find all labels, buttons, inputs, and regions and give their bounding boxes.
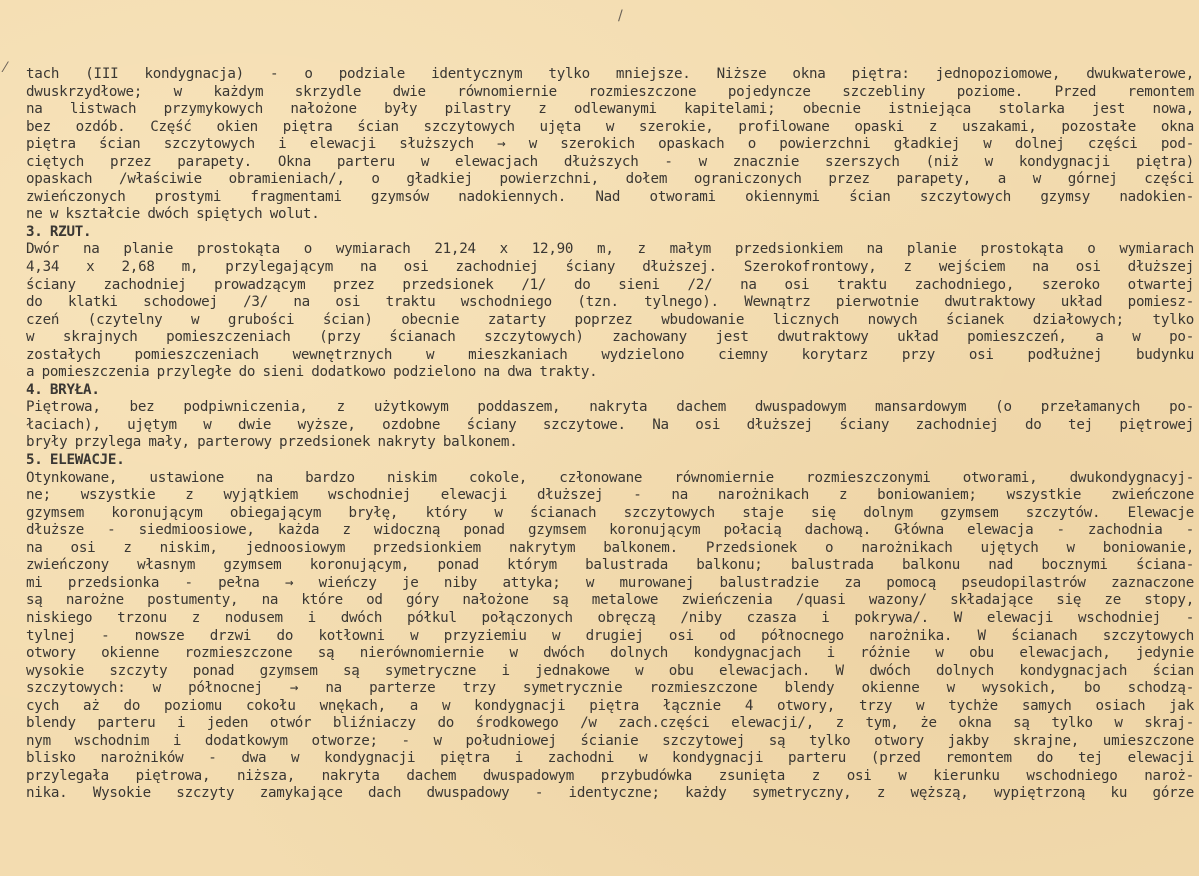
text-line	[26, 803, 1194, 821]
margin-tick-mark: ⁄	[4, 60, 7, 76]
text-line: Dwór na planie prostokąta o wymiarach 21,24 x 12,90 m, z małym przedsionkiem na planie prostokąta o wymiarach	[26, 241, 1194, 258]
text-line: opaskach /właściwie obramieniach/, o gładkiej powierzchni, dołem ograniczonych przez parapety, a w górnej części	[26, 171, 1194, 188]
text-line: gzymsem koronującym obiegającym bryłę, który w ścianach szczytowych staje się dolnym gzymsem szczytów. Elewacje	[26, 504, 1194, 521]
text-line: na listwach przymykowych nałożone były pilastry z odlewanymi kapitelami; obecnie istniejąca stolarka jest nowa,	[26, 101, 1194, 118]
text-line: nym wschodnim i dodatkowym otworze; - w południowej ścianie szczytowej są tylko otwory jakby skrajne, umieszczone	[26, 732, 1194, 749]
text-line: zwieńczony własnym gzymsem koronującym, ponad którym balustrada balkonu; balustrada balkonu nad bocznymi ściana-	[26, 557, 1194, 574]
text-line: w skrajnych pomieszczeniach (przy ścianach szczytowych) zachowany jest dwutraktowy układ pomieszczeń, a w po-	[26, 329, 1194, 346]
text-line: przylegała piętrowa, niższa, nakryta dachem dwuspadowym przybudówka zsunięta z osi w kierunku wschodniego naroż-	[26, 767, 1194, 784]
text-line: tach (III kondygnacja) - o podziale identycznym tylko mniejsze. Niższe okna piętra: jednopoziomowe, dwukwaterowe,	[26, 66, 1194, 82]
text-line: zostałych pomieszczeniach wewnętrznych w mieszkaniach wydzielono ciemny korytarz przy osi podłużnej budynku	[26, 346, 1194, 363]
text-line: ne w kształcie dwóch spiętych wolut.	[26, 206, 320, 223]
text-line: zwieńczonych prostymi fragmentami gzymsów nadokiennych. Nad otworami okiennymi ścian szczytowych gzymsy nadokien-	[26, 188, 1194, 205]
text-line: cych aż do poziomu cokołu wnękach, a w kondygnacji piętra łącznie 4 otwory, trzy w tychże samych osiach jak	[26, 697, 1194, 714]
text-line: bryły przylega mały, parterowy przedsionek nakryty balkonem.	[26, 434, 518, 451]
text-line: blisko narożników - dwa w kondygnacji piętra i zachodni w kondygnacji parteru (przed remontem do tej elewacji	[26, 750, 1194, 767]
text-line: ciętych przez parapety. Okna parteru w elewacjach dłuższych - w znacznie szerszych (niż w kondygnacji piętra)	[26, 153, 1194, 170]
text-line: ściany zachodniej prowadzącym przez przedsionek /1/ do sieni /2/ na osi traktu zachodniego, szeroko otwartej	[26, 276, 1194, 293]
text-line: mi przedsionka - pełna → wieńczy je niby attyka; w murowanej balustradzie za pomocą pseudopilastrów zaznaczone	[26, 574, 1194, 591]
text-line: piętra ścian szczytowych i elewacji służszych → w szerokich opaskach o powierzchni gładkiej w dolnej części pod-	[26, 136, 1194, 153]
text-line: łaciach), ujętym w dwie wyższe, ozdobne ściany szczytowe. Na osi dłuższej ściany zachodniej do tej piętrowej	[26, 416, 1194, 433]
text-line: Otynkowane, ustawione na bardzo niskim cokole, członowane równomiernie rozmieszczonymi otworami, dwukondygnacyj-	[26, 469, 1194, 486]
text-line: bez ozdób. Część okien piętra ścian szczytowych ujęta w szerokie, profilowane opaski z uszakami, pozostałe okna	[26, 118, 1194, 135]
text-line: nika. Wysokie szczyty zamykające dach dwuspadowy - identyczne; każdy symetryczny, z węższą, wypiętrzoną ku górze	[26, 785, 1194, 802]
text-line: dwuskrzydłowe; w każdym skrzydle dwie równomiernie rozmieszczone pojedyncze szczebliny poziome. Przed remontem	[26, 83, 1194, 100]
typewritten-page	[26, 66, 1194, 821]
text-line: otwory okienne rozmieszczone są nierównomiernie w dwóch dolnych kondygnacjach i różnie w obu elewacjach, jedynie	[26, 645, 1194, 662]
text-line: a pomieszczenia przyległe do sieni dodatkowo podzielono na dwa trakty.	[26, 364, 598, 381]
section-heading-bryla: 4. BRYŁA.	[26, 381, 100, 398]
text-line: dłuższe - siedmioosiowe, każda z widoczną ponad gzymsem koronującym połacią dachową. Główna elewacja - zachodnia -	[26, 522, 1194, 539]
section-heading-rzut: 3. RZUT.	[26, 223, 92, 240]
text-line: niskiego trzonu z nodusem i dwóch półkul połączonych obręczą /niby czasza i pokrywa/. W elewacji wschodniej -	[26, 609, 1194, 626]
text-line: tylnej - nowsze drzwi do kotłowni w przyziemiu w drugiej osi od północnego narożnika. W ścianach szczytowych	[26, 627, 1194, 644]
section-heading-elewacje: 5. ELEWACJE.	[26, 452, 125, 469]
text-line: szczytowych: w północnej → na parterze trzy symetrycznie rozmieszczone blendy okienne w wysokich, bo schodzą-	[26, 680, 1194, 697]
text-line: wysokie szczyty ponad gzymsem są symetryczne i jednakowe w obu elewacjach. W dwóch dolnych kondygnacjach ścian	[26, 662, 1194, 679]
text-line: ne; wszystkie z wyjątkiem wschodniej elewacji dłuższej - na narożnikach z boniowaniem; wszystkie zwieńczone	[26, 487, 1194, 504]
paper-mark: /	[618, 8, 623, 24]
text-line: Piętrowa, bez podpiwniczenia, z użytkowym poddaszem, nakryta dachem dwuspadowym mansardowym (o przełamanych po-	[26, 399, 1194, 416]
text-line: blendy parteru i jeden otwór bliźniaczy do środkowego /w zach.części elewacji/, z tym, że okna są tylko w skraj-	[26, 715, 1194, 732]
text-line: do klatki schodowej /3/ na osi traktu wschodniego (tzn. tylnego). Wewnątrz pierwotnie dwutraktowy układ pomiesz-	[26, 294, 1194, 311]
text-line: czeń (czytelny w grubości ścian) obecnie zatarty poprzez wbudowanie licznych nowych ścianek działowych; tylko	[26, 311, 1194, 328]
text-line: na osi z niskim, jednoosiowym przedsionkiem nakrytym balkonem. Przedsionek o narożnikach ujętych w boniowanie,	[26, 539, 1194, 556]
text-line: 4,34 x 2,68 m, przylegającym na osi zachodniej ściany dłuższej. Szerokofrontowy, z wejściem na osi dłuższej	[26, 259, 1194, 276]
text-line: są narożne postumenty, na które od góry nałożone są metalowe zwieńczenia /quasi wazony/ składające się ze stopy,	[26, 592, 1194, 609]
